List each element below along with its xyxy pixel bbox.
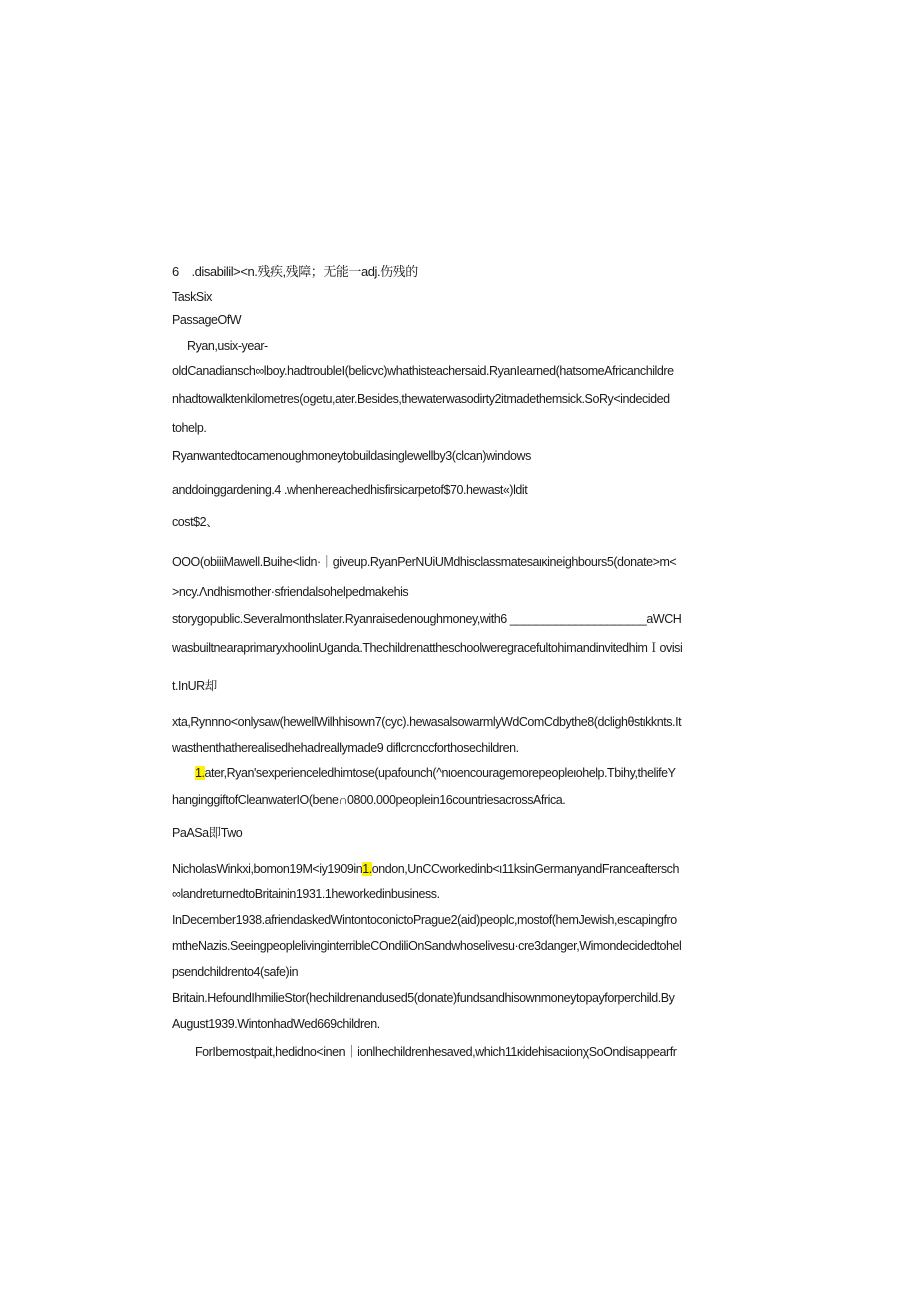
passage-two-line-post: ondon,UnCCworkedinb<ι11ksinGermanyandFranceaftersch: [371, 862, 679, 876]
passage-two-line: InDecember1938.afriendaskedWintontoconictoPrague2(aid)peoplc,mostof(hemJewish,escapingfro: [172, 913, 677, 927]
passage-one-line: cost$2、: [172, 515, 219, 529]
vocab-text: .disabilil><n.残疾,残障；无能一adj.伤残的: [191, 264, 418, 279]
passage-one-highlighted-line: [195, 765, 676, 781]
passage-two-line: Britain.HefoundIhmilieStor(hechildrenandused5(donate)fundsandhisownmoneytopayforperchild.By: [172, 991, 675, 1005]
passage-two-first-line: [172, 861, 679, 877]
passage-one-line: Ryan,usix-year-: [187, 339, 268, 353]
vocab-number: 6: [172, 264, 179, 279]
passage-two-line-pre: NicholasWinkxi,bomon19M<iy1909in: [172, 862, 363, 876]
passage-one-line: >ncy.Λndhismother·sfriendalsohelpedmakehis: [172, 585, 409, 599]
passage-one-line: t.InUR却: [172, 679, 217, 693]
passage-two-line: August1939.WintonhadWed669children.: [172, 1017, 380, 1031]
task-heading: TaskSix: [172, 290, 212, 304]
passage-one-line: oldCanadiansch∞lboy.hadtroubleI(belicvc)whathisteachersaid.RyanIearned(hatsomeAfricanchildre: [172, 364, 674, 378]
passage-one-line: storygopublic.Severalmonthslater.Ryanraisedenoughmoney,with6 _____________________aWCH: [172, 612, 682, 626]
passage-two-line: ForIbemostpait,hedidno<inen｜ionlhechildrenhesaved,which11κidehisacιionχSoOndisappearfr: [195, 1045, 677, 1059]
passage-one-line: wasbuiltnearaprimaryxhoolinUganda.ThechildrenattheschoolweregracefultohimandinvitedhimＩovisi: [172, 641, 683, 655]
passage-two-line: ∞landreturnedtoBritainin1931.1heworkedinbusiness.: [172, 887, 440, 901]
passage-one-line: tohelp.: [172, 421, 207, 435]
passage-one-line: wasthenthatherealisedhehadreallymade9 diflcrcnccforthosechildren.: [172, 741, 519, 755]
passage-two-line: mtheNazis.SeeingpeoplelivinginterribleCOndiliOnSandwhoselivesu·cre3danger,Wimondecidedtohel: [172, 939, 682, 953]
passage-one-line: Ryanwantedtocamenoughmoneytobuildasinglewellby3(clcan)windows: [172, 449, 531, 463]
highlight-mark: 1.: [362, 862, 372, 876]
passage-one-line: OOO(obiiiMawell.Buihe<lidn·｜giveup.RyanPerNUiUMdhisclassmatesaικineighbours5(donate>m<: [172, 555, 677, 569]
passage-one-heading: PassageOfW: [172, 313, 242, 327]
passage-one-line: hanginggiftofCleanwaterIO(bene∩0800.000peoplein16countriesacrossAfrica.: [172, 793, 566, 807]
passage-one-line-rest: ater,Ryan'sexperienceledhimtose(upafounch(^nιoencouragemorepeopleιohelp.Tbihy,thelifeY: [204, 766, 676, 780]
passage-one-line: anddoinggardening.4 .whenhereachedhisfirsicarpetof$70.hewast«)ldit: [172, 483, 528, 497]
passage-one-line: nhadtowalktenkilometres(ogetu,ater.Besides,thewaterwasodirty2itmadethemsick.SoRy<indecided: [172, 392, 670, 406]
vocab-entry: [172, 264, 418, 280]
passage-one-line: xta,Rynnno<onlysaw(hewellWilhhisown7(cyc).hewasalsowarmlyWdComCdbythe8(dclighθstιkknts.It: [172, 715, 682, 729]
passage-two-heading: PaASa即Two: [172, 826, 243, 840]
highlight-mark: 1.: [195, 766, 205, 780]
passage-two-line: psendchildrento4(safe)in: [172, 965, 299, 979]
